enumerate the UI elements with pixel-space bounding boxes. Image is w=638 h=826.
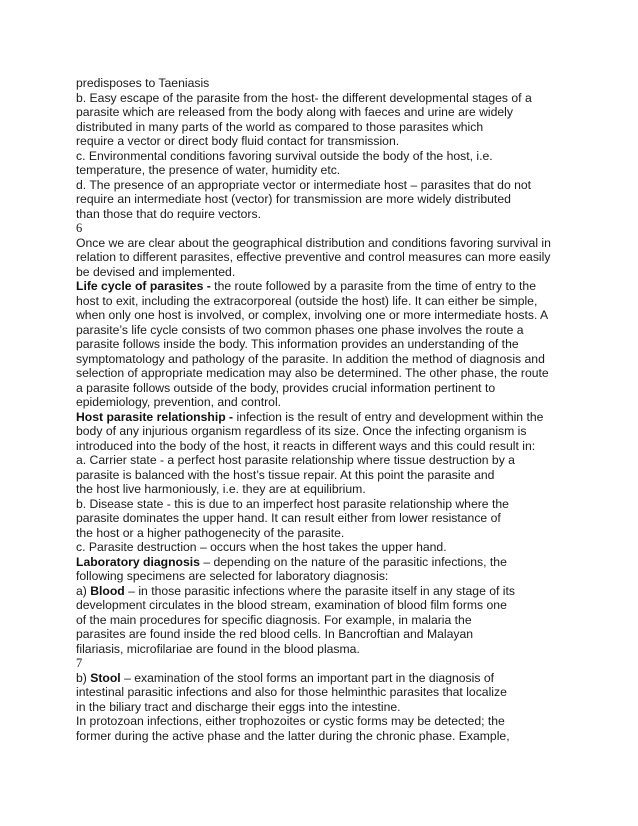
text-line	[76, 540, 626, 555]
line-text: – in those parasitic infections where the parasite itself in any stage of its	[124, 583, 515, 598]
text-line	[76, 192, 626, 207]
line-prefix: b)	[76, 670, 91, 685]
line-text: parasites are found inside the red blood cells. In Bancroftian and Malayan	[76, 627, 474, 641]
document-page	[76, 76, 626, 743]
text-line	[76, 352, 626, 367]
line-text: be devised and implemented.	[76, 264, 236, 279]
text-line	[76, 468, 626, 483]
line-text: parasite follows inside the body. This information provides an understanding of the	[76, 337, 519, 351]
line-text: symptomatology and pathology of the parasite. In addition the method of diagnosis and	[76, 351, 545, 366]
text-line	[76, 134, 626, 149]
line-text: epidemiology, prevention, and control.	[76, 395, 282, 409]
text-line	[76, 381, 626, 396]
line-text: c. Parasite destruction – occurs when the host takes the upper hand.	[76, 540, 447, 554]
line-text: host to exit, including the extracorporeal (outside the host) life. It can either be simple,	[76, 293, 538, 308]
text-line	[76, 250, 626, 265]
text-line	[76, 76, 626, 91]
line-text: b. Easy escape of the parasite from the host- the different developmental stages of a	[76, 90, 532, 105]
line-text: parasite dominates the upper hand. It can result either from lower resistance of	[76, 511, 501, 525]
text-line	[76, 714, 626, 729]
text-line	[76, 729, 626, 744]
line-text: require an intermediate host (vector) for transmission are more widely distributed	[76, 192, 511, 206]
text-line	[76, 569, 626, 584]
line-text: a. Carrier state - a perfect host parasite relationship where tissue destruction by a	[76, 453, 515, 467]
text-line	[76, 453, 626, 468]
text-line	[76, 526, 626, 541]
line-text: development circulates in the blood stream, examination of blood film forms one	[76, 598, 507, 612]
text-line	[76, 105, 626, 120]
section-heading: Host parasite relationship -	[76, 409, 234, 424]
line-text: selection of appropriate medication may also be determined. The other phase, the route	[76, 366, 549, 380]
line-text: predisposes to Taeniasis	[76, 76, 210, 90]
line-text: parasite’s life cycle consists of two common phases one phase involves the route a	[76, 322, 524, 337]
line-text: – examination of the stool forms an important part in the diagnosis of	[120, 670, 494, 685]
text-line	[76, 207, 626, 222]
section-heading: Laboratory diagnosis	[76, 554, 200, 569]
line-text: c. Environmental conditions favoring survival outside the body of the host, i.e.	[76, 148, 493, 163]
section-heading: Life cycle of parasites -	[76, 279, 211, 293]
line-text: a parasite follows outside of the body, provides crucial information pertinent to	[76, 380, 496, 395]
text-line	[76, 120, 626, 135]
text-line	[76, 700, 626, 715]
line-text: when only one host is involved, or complex, involving one or more intermediate hosts. A	[76, 308, 549, 322]
text-line	[76, 511, 626, 526]
text-line	[76, 149, 626, 164]
text-line	[76, 410, 626, 425]
line-text: parasite which are released from the body along with faeces and urine are widely	[76, 105, 513, 119]
text-line	[76, 555, 626, 570]
line-text: temperature, the presence of water, humidity etc.	[76, 163, 341, 177]
text-line	[76, 163, 626, 178]
text-line	[76, 424, 626, 439]
text-line	[76, 236, 626, 251]
line-text: require a vector or direct body fluid contact for transmission.	[76, 134, 400, 148]
line-text: introduced into the body of the host, it reacts in different ways and this could result in:	[76, 438, 536, 453]
section-heading: Blood	[90, 583, 125, 598]
line-text: Once we are clear about the geographical distribution and conditions favoring survival in	[76, 235, 551, 250]
text-line	[76, 482, 626, 497]
line-text: of the main procedures for specific diagnosis. For example, in malaria the	[76, 612, 472, 627]
text-line	[76, 265, 626, 280]
text-line	[76, 178, 626, 193]
text-line	[76, 671, 626, 686]
line-text: body of any injurious organism regardless of its size. Once the infecting organism is	[76, 424, 527, 438]
text-line	[76, 584, 626, 599]
text-line	[76, 308, 626, 323]
line-text: following specimens are selected for laboratory diagnosis:	[76, 569, 389, 583]
section-heading: Stool	[90, 670, 121, 685]
text-line	[76, 294, 626, 309]
text-line	[76, 642, 626, 657]
line-text: than those that do require vectors.	[76, 206, 261, 221]
text-line	[76, 279, 626, 294]
text-line	[76, 323, 626, 338]
line-text: relation to different parasites, effective preventive and control measures can more easily	[76, 250, 551, 264]
line-text: d. The presence of an appropriate vector or intermediate host – parasites that do not	[76, 177, 532, 192]
line-text: parasite is balanced with the host’s tissue repair. At this point the parasite and	[76, 467, 495, 482]
line-text: – depending on the nature of the parasitic infections, the	[199, 554, 507, 569]
line-text: former during the active phase and the latter during the chronic phase. Example,	[76, 728, 510, 743]
line-text: the route followed by a parasite from the time of entry to the	[210, 279, 536, 293]
text-line	[76, 627, 626, 642]
line-text: In protozoan infections, either trophozoites or cystic forms may be detected; the	[76, 714, 505, 728]
text-line	[76, 613, 626, 628]
line-text: infection is the result of entry and development within the	[233, 409, 544, 424]
line-text: 7	[76, 656, 83, 670]
line-text: b. Disease state - this is due to an imperfect host parasite relationship where the	[76, 496, 509, 511]
text-line	[76, 337, 626, 352]
line-text: 6	[76, 221, 83, 235]
text-line	[76, 685, 626, 700]
line-text: filariasis, microfilariae are found in the blood plasma.	[76, 641, 360, 656]
text-line	[76, 598, 626, 613]
text-line	[76, 91, 626, 106]
line-text: in the biliary tract and discharge their eggs into the intestine.	[76, 699, 401, 714]
page-number	[76, 656, 626, 671]
page-number	[76, 221, 626, 236]
line-text: intestinal parasitic infections and also for those helminthic parasites that localize	[76, 685, 507, 699]
line-text: the host live harmoniously, i.e. they are at equilibrium.	[76, 482, 366, 496]
line-prefix: a)	[76, 583, 91, 598]
text-line	[76, 366, 626, 381]
text-line	[76, 497, 626, 512]
line-text: the host or a higher pathogenecity of the parasite.	[76, 525, 345, 540]
text-line	[76, 439, 626, 454]
text-line	[76, 395, 626, 410]
line-text: distributed in many parts of the world as compared to those parasites which	[76, 119, 484, 134]
